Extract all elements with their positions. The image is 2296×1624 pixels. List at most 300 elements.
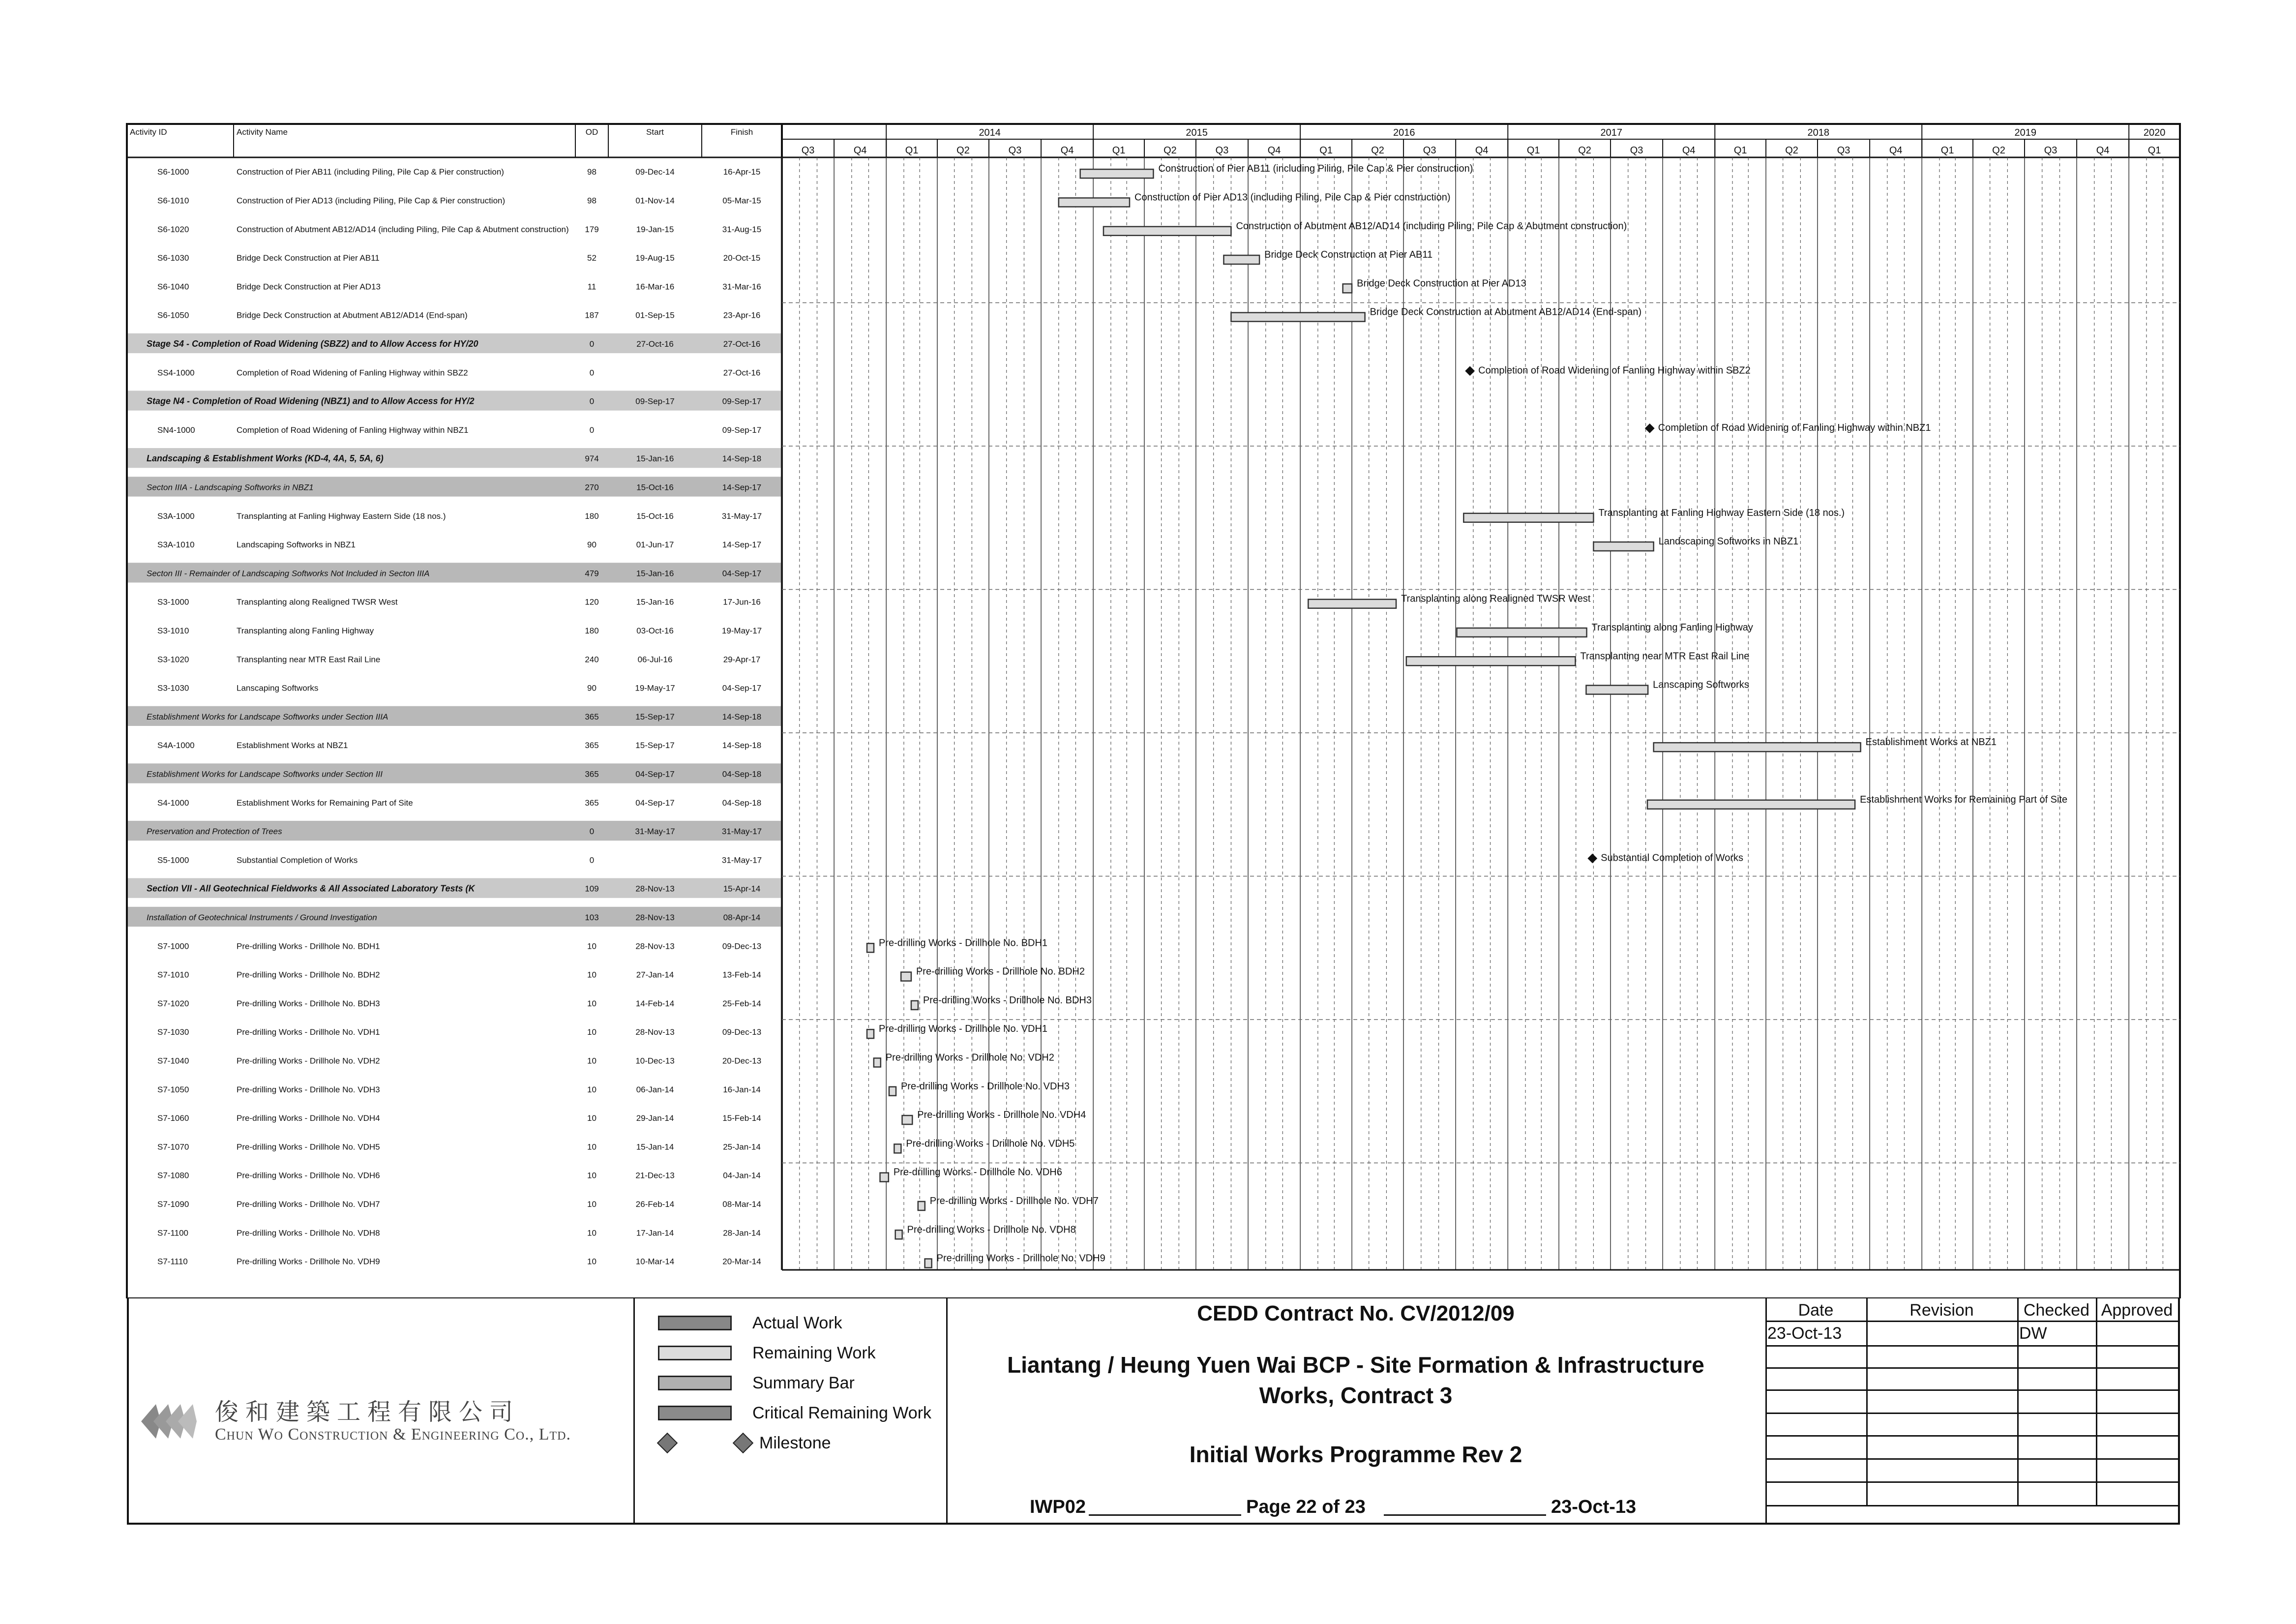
activity-id: S6-1020 (157, 224, 189, 234)
activity-od: 52 (587, 253, 596, 263)
activity-start: 09-Sep-17 (635, 396, 675, 406)
activity-id: S7-1030 (157, 1027, 189, 1037)
activity-bar (895, 1230, 902, 1239)
activity-finish: 14-Sep-17 (722, 482, 762, 492)
activity-finish: 14-Sep-18 (722, 454, 762, 464)
activity-od: 103 (585, 912, 599, 922)
activity-od: 90 (587, 540, 596, 550)
activity-name: Bridge Deck Construction at Pier AB11 (237, 253, 380, 263)
quarter-label: Q2 (956, 145, 970, 156)
critical-work-swatch (658, 1406, 732, 1420)
activity-bar (874, 1058, 881, 1067)
activity-bar (1308, 600, 1396, 608)
activity-name: Pre-drilling Works - Drillhole No. VDH1 (237, 1027, 380, 1037)
activity-od: 10 (587, 1113, 596, 1123)
activity-bar (1223, 255, 1259, 264)
activity-od: 10 (587, 1171, 596, 1180)
activity-id: S7-1020 (157, 998, 189, 1008)
activity-start: 16-Mar-16 (635, 282, 675, 292)
revision-table (1765, 1298, 2178, 1523)
bar-label: Pre-drilling Works - Drillhole No. VDH5 (906, 1138, 1075, 1149)
activity-id: S3-1030 (157, 683, 189, 693)
legend-milestone-label: Milestone (759, 1433, 831, 1452)
quarter-label: Q4 (1475, 145, 1489, 156)
activity-name: Construction of Pier AD13 (including Piling, Pile Cap & Pier construction) (237, 196, 506, 206)
activity-finish: 31-Aug-15 (722, 224, 762, 234)
activity-start: 06-Jul-16 (637, 655, 673, 664)
activity-name: Pre-drilling Works - Drillhole No. VDH9 (237, 1257, 380, 1266)
activity-finish: 31-Mar-16 (722, 282, 761, 292)
activity-finish: 16-Jan-14 (723, 1084, 761, 1094)
bar-label: Construction of Pier AB11 (including Piling, Pile Cap & Pier construction) (1158, 163, 1473, 175)
activity-start: 15-Sep-17 (635, 741, 675, 751)
activity-finish: 23-Apr-16 (723, 310, 761, 320)
milestone-label: Completion of Road Widening of Fanling Highway within NBZ1 (1658, 422, 1931, 433)
activity-start: 06-Jan-14 (636, 1084, 674, 1094)
activity-finish: 09-Dec-13 (722, 1027, 762, 1037)
activity-bar (1103, 227, 1231, 236)
activity-finish: 04-Sep-17 (722, 569, 762, 578)
bar-label: Pre-drilling Works - Drillhole No. VDH2 (885, 1052, 1054, 1063)
activity-bar (902, 1115, 913, 1124)
activity-id: S3-1000 (157, 597, 189, 607)
activity-id: SS4-1000 (157, 368, 195, 378)
activity-finish: 25-Feb-14 (722, 998, 761, 1008)
activity-start: 21-Dec-13 (635, 1171, 675, 1180)
activity-start: 10-Dec-13 (635, 1056, 675, 1066)
quarter-label: Q2 (1163, 145, 1177, 156)
activity-finish: 08-Apr-14 (723, 912, 761, 922)
activity-id: S3-1010 (157, 626, 189, 635)
activity-bar (880, 1173, 889, 1182)
quarter-label: Q2 (1992, 145, 2005, 156)
activity-id: S7-1010 (157, 970, 189, 980)
activity-start: 15-Jan-14 (636, 1142, 674, 1152)
title-block (127, 1298, 2180, 1525)
activity-start: 04-Sep-17 (635, 769, 675, 779)
legend-remaining (658, 1341, 876, 1365)
activity-id: S7-1080 (157, 1171, 189, 1180)
activity-start: 27-Oct-16 (636, 339, 674, 349)
activity-od: 10 (587, 1199, 596, 1209)
activity-id: S6-1030 (157, 253, 189, 263)
activity-id: S7-1060 (157, 1113, 189, 1123)
activity-name: Pre-drilling Works - Drillhole No. BDH1 (237, 941, 380, 951)
activity-start: 15-Oct-16 (636, 482, 674, 492)
activity-id: S6-1010 (157, 196, 189, 206)
company-logo-block (129, 1298, 635, 1523)
activity-finish: 15-Apr-14 (723, 884, 761, 894)
activity-finish: 04-Sep-18 (722, 769, 762, 779)
bar-label: Transplanting along Realigned TWSR West (1401, 593, 1591, 604)
bar-label: Pre-drilling Works - Drillhole No. VDH3 (900, 1081, 1070, 1092)
activity-bar (1586, 686, 1648, 694)
activity-id: S3A-1010 (157, 540, 195, 550)
activity-od: 109 (585, 884, 599, 894)
activity-name: Pre-drilling Works - Drillhole No. VDH7 (237, 1199, 380, 1209)
activity-od: 10 (587, 1142, 596, 1152)
activity-finish: 20-Oct-15 (723, 253, 761, 263)
issue-date: 23-Oct-13 (1551, 1497, 1637, 1517)
rev-row-date: 23-Oct-13 (1767, 1324, 1842, 1343)
activity-bar (867, 943, 874, 952)
activity-bar (918, 1202, 925, 1210)
quarter-label: Q3 (2044, 145, 2057, 156)
activity-bar (925, 1259, 932, 1268)
activity-bar (1059, 198, 1130, 207)
activity-name: Pre-drilling Works - Drillhole No. VDH6 (237, 1171, 380, 1180)
activity-finish: 09-Sep-17 (722, 396, 762, 406)
activity-od: 0 (589, 827, 595, 837)
activity-name: Transplanting along Fanling Highway (237, 626, 374, 635)
activity-od: 10 (587, 1084, 596, 1094)
activity-id: S7-1000 (157, 941, 189, 951)
activity-bar (1593, 542, 1653, 551)
activity-name: Completion of Road Widening of Fanling Highway within NBZ1 (237, 425, 469, 435)
quarter-label: Q2 (1578, 145, 1591, 156)
milestone-marker (1465, 366, 1475, 376)
activity-start: 19-Jan-15 (636, 224, 674, 234)
activity-od: 10 (587, 941, 596, 951)
activity-start: 04-Sep-17 (635, 798, 675, 808)
activity-od: 0 (589, 425, 595, 435)
activity-name: Pre-drilling Works - Drillhole No. VDH8 (237, 1228, 380, 1238)
milestone-diamond-icon (733, 1433, 753, 1453)
activity-od: 11 (587, 282, 596, 292)
activity-id: S3A-1000 (157, 511, 195, 521)
activity-bar (1457, 628, 1586, 637)
quarter-label: Q1 (905, 145, 919, 156)
activity-start: 28-Nov-13 (635, 912, 675, 922)
activity-name: Installation of Geotechnical Instruments / Ground Investigation (147, 912, 377, 922)
activity-start: 15-Sep-17 (635, 712, 675, 722)
activity-name: Bridge Deck Construction at Abutment AB12/AD14 (End-span) (237, 310, 468, 320)
activity-name: Secton IIIA - Landscaping Softworks in NBZ1 (147, 482, 314, 492)
activity-od: 0 (589, 368, 595, 378)
quarter-label: Q4 (1267, 145, 1281, 156)
activity-od: 0 (589, 855, 595, 865)
milestone-label: Completion of Road Widening of Fanling Highway within SBZ2 (1478, 365, 1751, 376)
activity-bar (889, 1087, 896, 1096)
quarter-label: Q3 (1630, 145, 1643, 156)
legend (633, 1298, 948, 1523)
activity-start: 14-Feb-14 (635, 998, 675, 1008)
activity-finish: 29-Apr-17 (723, 655, 761, 664)
activity-finish: 31-May-17 (721, 511, 762, 521)
activity-bar (1343, 284, 1352, 293)
activity-od: 98 (587, 196, 596, 206)
activity-start: 10-Mar-14 (635, 1257, 675, 1266)
activity-id: S4A-1000 (157, 741, 195, 751)
activity-start: 28-Nov-13 (635, 941, 675, 951)
activity-name: Pre-drilling Works - Drillhole No. VDH3 (237, 1084, 380, 1094)
activity-od: 180 (585, 511, 599, 521)
activity-od: 10 (587, 1257, 596, 1266)
activity-id: S7-1110 (157, 1257, 188, 1266)
rev-header-checked: Checked (2017, 1298, 2096, 1322)
column-header-id: Activity ID (130, 127, 167, 137)
activity-finish: 05-Mar-15 (722, 196, 761, 206)
quarter-label: Q3 (1008, 145, 1022, 156)
activity-od: 0 (589, 339, 595, 349)
activity-id: SN4-1000 (157, 425, 195, 435)
rev-header-approved: Approved (2096, 1298, 2178, 1322)
activity-start: 15-Jan-16 (636, 597, 674, 607)
year-label: 2014 (979, 127, 1001, 138)
activity-bar (1647, 800, 1855, 809)
activity-id: S7-1100 (157, 1228, 189, 1238)
milestone-marker (1587, 853, 1597, 863)
quarter-label: Q3 (1215, 145, 1229, 156)
activity-id: S4-1000 (157, 798, 189, 808)
activity-start: 01-Sep-15 (635, 310, 675, 320)
legend-actual-label: Actual Work (752, 1313, 842, 1332)
activity-name: Establishment Works for Remaining Part of Site (237, 798, 413, 808)
quarter-label: Q1 (1940, 145, 1954, 156)
activity-name: Construction of Abutment AB12/AD14 (including Piling, Pile Cap & Abutment construction) (237, 224, 569, 234)
year-label: 2019 (2014, 127, 2036, 138)
quarter-label: Q1 (1112, 145, 1126, 156)
legend-summary (658, 1371, 855, 1395)
activity-start: 03-Oct-16 (636, 626, 674, 635)
column-header-start: Start (646, 127, 664, 137)
quarter-label: Q3 (801, 145, 815, 156)
activity-name: Pre-drilling Works - Drillhole No. VDH5 (237, 1142, 380, 1152)
activity-od: 98 (587, 167, 596, 177)
company-name-chinese: 俊和建築工程有限公司 (215, 1398, 520, 1426)
activity-id: S6-1040 (157, 282, 189, 292)
activity-od: 120 (585, 597, 599, 607)
activity-finish: 04-Sep-18 (722, 798, 762, 808)
activity-od: 0 (589, 396, 595, 406)
quarter-label: Q1 (2147, 145, 2161, 156)
actual-work-swatch (658, 1316, 732, 1330)
column-header-name: Activity Name (237, 127, 288, 137)
activity-od: 479 (585, 569, 599, 578)
activity-finish: 14-Sep-18 (722, 741, 762, 751)
bar-label: Bridge Deck Construction at Pier AD13 (1357, 278, 1526, 289)
activity-od: 365 (585, 712, 599, 722)
activity-bar (867, 1029, 874, 1038)
activity-name: Establishment Works at NBZ1 (237, 741, 348, 751)
bar-label: Pre-drilling Works - Drillhole No. BDH1 (879, 937, 1048, 949)
activity-od: 179 (585, 224, 599, 234)
legend-critical (658, 1401, 931, 1425)
activity-id: S7-1090 (157, 1199, 189, 1209)
activity-start: 28-Nov-13 (635, 884, 675, 894)
bar-label: Bridge Deck Construction at Pier AB11 (1264, 249, 1433, 261)
activity-finish: 13-Feb-14 (722, 970, 761, 980)
activity-od: 187 (585, 310, 599, 320)
activity-od: 240 (585, 655, 599, 664)
bar-label: Transplanting near MTR East Rail Line (1580, 651, 1750, 662)
activity-start: 28-Nov-13 (635, 1027, 675, 1037)
activity-name: Establishment Works for Landscape Softworks under Section IIIA (147, 712, 388, 722)
activity-finish: 09-Dec-13 (722, 941, 762, 951)
bar-label: Pre-drilling Works - Drillhole No. BDH2 (916, 966, 1085, 977)
activity-bar (911, 1001, 918, 1010)
activity-od: 10 (587, 998, 596, 1008)
project-title-line1: Liantang / Heung Yuen Wai BCP - Site Formation & Infrastructure (1007, 1352, 1704, 1378)
bar-label: Transplanting at Fanling Highway Eastern Side (18 nos.) (1598, 507, 1845, 518)
quarter-label: Q1 (1526, 145, 1540, 156)
activity-start: 27-Jan-14 (636, 970, 674, 980)
activity-id: S6-1000 (157, 167, 189, 177)
legend-remaining-label: Remaining Work (752, 1343, 876, 1362)
year-label: 2015 (1186, 127, 1208, 138)
company-logo-icon (139, 1397, 198, 1446)
bar-label: Pre-drilling Works - Drillhole No. VDH8 (907, 1224, 1076, 1235)
activity-od: 974 (585, 454, 599, 464)
column-header-finish: Finish (730, 127, 753, 137)
activity-finish: 15-Feb-14 (722, 1113, 761, 1123)
activity-finish: 14-Sep-18 (722, 712, 762, 722)
activity-bar (1406, 657, 1576, 665)
activity-name: Lanscaping Softworks (237, 683, 319, 693)
activity-finish: 19-May-17 (721, 626, 762, 635)
activity-start: 31-May-17 (635, 827, 675, 837)
activity-name: Secton III - Remainder of Landscaping Softworks Not Included in Secton IIIA (147, 569, 430, 578)
activity-start: 26-Feb-14 (635, 1199, 675, 1209)
activity-start: 15-Jan-16 (636, 569, 674, 578)
activity-name: Landscaping Softworks in NBZ1 (237, 540, 356, 550)
activity-name: Pre-drilling Works - Drillhole No. BDH3 (237, 998, 380, 1008)
activity-name: Transplanting at Fanling Highway Eastern Side (18 nos.) (237, 511, 446, 521)
programme-title: Initial Works Programme Rev 2 (1189, 1442, 1522, 1467)
activity-finish: 17-Jun-16 (723, 597, 761, 607)
page-number: Page 22 of 23 (1246, 1497, 1366, 1517)
activity-bar (901, 972, 911, 981)
activity-finish: 27-Oct-16 (723, 339, 761, 349)
rev-header-revision: Revision (1866, 1298, 2017, 1322)
quarter-label: Q4 (1889, 145, 1903, 156)
activity-id: S7-1070 (157, 1142, 189, 1152)
quarter-label: Q4 (2096, 145, 2110, 156)
bar-label: Establishment Works for Remaining Part of Site (1860, 794, 2068, 805)
rev-row-checked: DW (2019, 1324, 2047, 1343)
activity-finish: 28-Jan-14 (723, 1228, 761, 1238)
milestone-marker (1645, 423, 1655, 433)
contract-number: CEDD Contract No. CV/2012/09 (1197, 1301, 1515, 1325)
quarter-label: Q1 (1319, 145, 1333, 156)
quarter-label: Q2 (1371, 145, 1384, 156)
activity-finish: 20-Dec-13 (722, 1056, 762, 1066)
activity-finish: 31-May-17 (721, 855, 762, 865)
bar-label: Construction of Abutment AB12/AD14 (including Piling, Pile Cap & Abutment construction) (1236, 220, 1627, 232)
year-label: 2016 (1393, 127, 1415, 138)
programme-code: IWP02 (1030, 1497, 1086, 1517)
activity-finish: 04-Jan-14 (723, 1171, 761, 1180)
activity-finish: 09-Sep-17 (722, 425, 762, 435)
milestone-diamond-icon (657, 1433, 678, 1453)
project-title-line2: Works, Contract 3 (1259, 1383, 1453, 1408)
year-label: 2020 (2143, 127, 2166, 138)
milestone-label: Substantial Completion of Works (1601, 852, 1744, 864)
activity-id: S7-1040 (157, 1056, 189, 1066)
activity-name: Pre-drilling Works - Drillhole No. VDH4 (237, 1113, 380, 1123)
activity-start: 17-Jan-14 (636, 1228, 674, 1238)
activity-od: 365 (585, 741, 599, 751)
activity-start: 29-Jan-14 (636, 1113, 674, 1123)
bar-label: Landscaping Softworks in NBZ1 (1658, 536, 1799, 547)
quarter-label: Q2 (1785, 145, 1798, 156)
column-header-od: OD (585, 127, 598, 137)
activity-id: S3-1020 (157, 655, 189, 664)
activity-name: Establishment Works for Landscape Softworks under Section III (147, 769, 383, 779)
activity-finish: 31-May-17 (721, 827, 762, 837)
activity-name: Section VII - All Geotechnical Fieldworks & All Associated Laboratory Tests (K (147, 883, 475, 894)
bar-label: Pre-drilling Works - Drillhole No. VDH6 (893, 1167, 1062, 1178)
activity-start: 09-Dec-14 (635, 167, 675, 177)
activity-name: Transplanting along Realigned TWSR West (237, 597, 398, 607)
activity-bar (894, 1144, 901, 1153)
activity-od: 365 (585, 769, 599, 779)
activity-bar (1080, 169, 1154, 178)
bar-label: Bridge Deck Construction at Abutment AB12/AD14 (End-span) (1370, 306, 1642, 318)
activity-finish: 16-Apr-15 (723, 167, 761, 177)
activity-name: Stage S4 - Completion of Road Widening (SBZ2) and to Allow Access for HY/20 (147, 338, 478, 349)
activity-start: 01-Nov-14 (635, 196, 675, 206)
bar-label: Establishment Works at NBZ1 (1865, 737, 1997, 748)
quarter-label: Q1 (1733, 145, 1747, 156)
activity-finish: 14-Sep-17 (722, 540, 762, 550)
bar-label: Pre-drilling Works - Drillhole No. VDH1 (879, 1023, 1048, 1035)
bar-label: Pre-drilling Works - Drillhole No. VDH7 (929, 1195, 1099, 1206)
activity-od: 10 (587, 1056, 596, 1066)
activity-name: Preservation and Protection of Trees (147, 827, 282, 837)
activity-start: 19-Aug-15 (635, 253, 675, 263)
activity-name: Transplanting near MTR East Rail Line (237, 655, 381, 664)
legend-actual (658, 1311, 842, 1335)
bar-label: Construction of Pier AD13 (including Piling, Pile Cap & Pier construction) (1134, 192, 1451, 203)
activity-od: 10 (587, 970, 596, 980)
quarter-label: Q4 (1060, 145, 1074, 156)
activity-bar (1654, 743, 1861, 752)
activity-id: S7-1050 (157, 1084, 189, 1094)
activity-id: S5-1000 (157, 855, 189, 865)
activity-od: 10 (587, 1027, 596, 1037)
activity-name: Completion of Road Widening of Fanling Highway within SBZ2 (237, 368, 468, 378)
activity-finish: 25-Jan-14 (723, 1142, 761, 1152)
activity-bar (1231, 313, 1365, 322)
activity-od: 270 (585, 482, 599, 492)
activity-od: 10 (587, 1228, 596, 1238)
rev-header-date: Date (1765, 1298, 1866, 1322)
legend-summary-label: Summary Bar (752, 1373, 855, 1392)
activity-start: 01-Jun-17 (636, 540, 674, 550)
quarter-label: Q3 (1837, 145, 1850, 156)
quarter-label: Q4 (1682, 145, 1696, 156)
activity-name: Pre-drilling Works - Drillhole No. VDH2 (237, 1056, 380, 1066)
bar-label: Pre-drilling Works - Drillhole No. BDH3 (923, 994, 1092, 1006)
activity-finish: 04-Sep-17 (722, 683, 762, 693)
bar-label: Pre-drilling Works - Drillhole No. VDH9 (936, 1253, 1105, 1264)
company-name-english: Chun Wo Construction & Engineering Co., Ltd. (215, 1425, 571, 1444)
legend-critical-label: Critical Remaining Work (752, 1403, 932, 1422)
activity-bar (1463, 513, 1593, 522)
activity-start: 15-Oct-16 (636, 511, 674, 521)
activity-finish: 08-Mar-14 (722, 1199, 761, 1209)
activity-start: 19-May-17 (635, 683, 675, 693)
bar-label: Pre-drilling Works - Drillhole No. VDH4 (917, 1110, 1086, 1121)
legend-milestone (658, 1431, 831, 1455)
activity-id: S6-1050 (157, 310, 189, 320)
activity-name: Landscaping & Establishment Works (KD-4, 4A, 5, 5A, 6) (147, 453, 384, 464)
activity-od: 180 (585, 626, 599, 635)
quarter-label: Q4 (853, 145, 867, 156)
activity-finish: 27-Oct-16 (723, 368, 761, 378)
year-label: 2018 (1807, 127, 1829, 138)
